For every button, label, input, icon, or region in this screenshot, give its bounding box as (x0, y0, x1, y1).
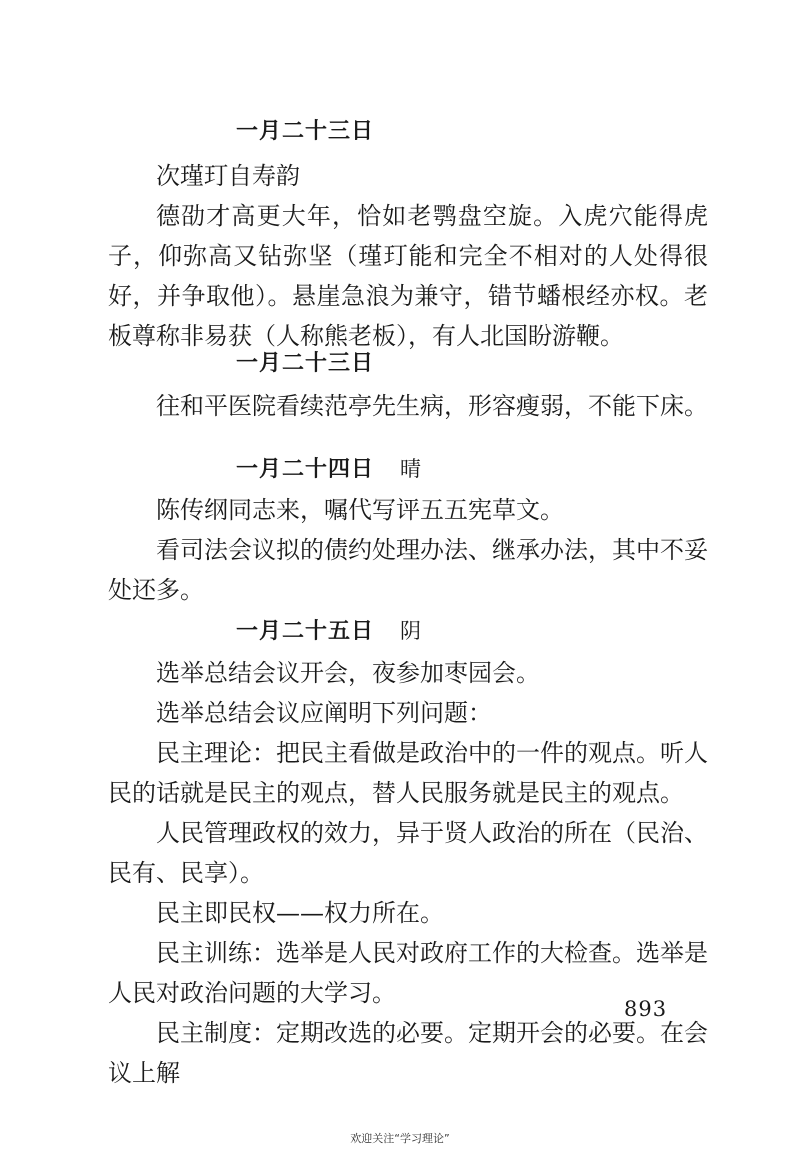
entry-body (108, 653, 708, 1093)
entry-body (108, 490, 708, 610)
entry-weather: 阴 (400, 619, 423, 643)
entry-date-heading (236, 346, 374, 377)
entry-paragraph: 选举总结会议应阐明下列问题： (156, 699, 492, 727)
entry-body (108, 156, 708, 356)
page-number: 893 (624, 997, 668, 1021)
entry-paragraph: 人民管理政权的效力，异于贤人政治的所在（民治、民有、民享）。 (108, 819, 708, 887)
entry-paragraph: 往和平医院看续范亭先生病，形容瘦弱，不能下床。 (156, 392, 708, 420)
entry-date: 一月二十三日 (236, 119, 375, 144)
entry-paragraph: 民主即民权——权力所在。 (156, 899, 444, 927)
entry-paragraph: 德劭才高更大年，恰如老鹗盘空旋。入虎穴能得虎子，仰弥高又钻弥坚（瑾玎能和完全不相对的人处得很好，并争取他）。悬崖急浪为兼守，错节蟠根经亦权。老板尊称非易获（人称熊老板），有人北国盼游鞭。 (108, 202, 708, 350)
entry-paragraph: 看司法会议拟的债约处理办法、继承办法，其中不妥处还多。 (108, 536, 708, 604)
entry-date: 一月二十五日 (236, 619, 375, 644)
page-footer: 欢迎关注“学习理论” (350, 1132, 450, 1145)
entry-date-heading (236, 452, 422, 483)
entry-paragraph: 陈传纲同志来，嘱代写评五五宪草文。 (156, 496, 564, 524)
entry-paragraph: 选举总结会议开会，夜参加枣园会。 (156, 659, 540, 687)
entry-paragraph: 次瑾玎自寿韵 (156, 162, 300, 190)
entry-date-heading (236, 114, 374, 145)
entry-date: 一月二十三日 (236, 351, 375, 376)
entry-weather: 晴 (400, 457, 423, 481)
entry-date: 一月二十四日 (236, 457, 375, 482)
entry-paragraph: 民主制度：定期改选的必要。定期开会的必要。在会议上解 (108, 1019, 708, 1087)
entry-paragraph: 民主训练：选举是人民对政府工作的大检查。选举是人民对政治问题的大学习。 (108, 939, 708, 1007)
entry-date-heading (236, 614, 422, 645)
entry-body (108, 386, 708, 426)
entry-paragraph: 民主理论：把民主看做是政治中的一件的观点。听人民的话就是民主的观点，替人民服务就是民主的观点。 (108, 739, 708, 807)
